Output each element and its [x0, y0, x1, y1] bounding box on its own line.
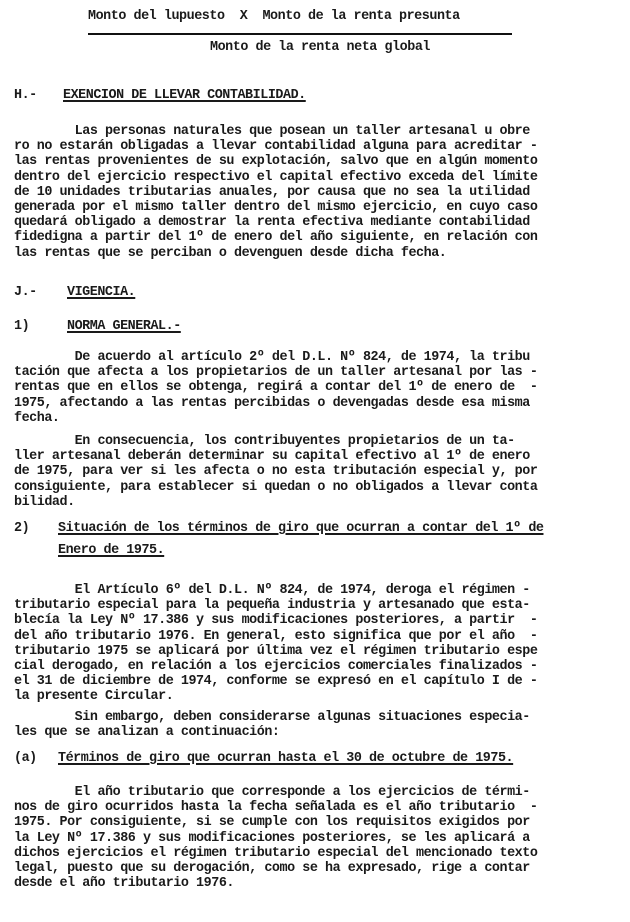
paragraph-line: El año tributario que corresponde a los ejercicios de térmi-: [14, 785, 530, 800]
paragraph-line: cial derogado, en relación a los ejercicios comerciales finalizados -: [14, 659, 538, 674]
paragraph-line: las rentas provenientes de su explotación, salvo que en algún momento: [14, 154, 538, 170]
paragraph-line: generada por el mismo taller dentro del mismo ejercicio, en cuyo caso: [14, 200, 538, 215]
paragraph-line: Las personas naturales que posean un taller artesanal u obre: [14, 124, 530, 139]
paragraph-line: rentas que en ellos se obtenga, regirá a contar del 1º de enero de -: [14, 380, 538, 396]
paragraph-line: las rentas que se perciban o devenguen desde dicha fecha.: [14, 245, 447, 261]
subsection-1-label: 1): [14, 319, 30, 334]
subsection-2-title-line-1: Situación de los términos de giro que ocurran a contar del 1º de: [58, 521, 544, 536]
paragraph-line: el 31 de diciembre de 1974, conforme se expresó en el capítulo I de -: [14, 674, 538, 690]
paragraph-line: fecha.: [14, 410, 60, 426]
paragraph-line: de 1975, para ver si les afecta o no esta tributación especial y, por: [14, 464, 538, 480]
paragraph-line: De acuerdo al artículo 2º del D.L. Nº 824, de 1974, la tribu: [14, 350, 530, 365]
paragraph-line: dichos ejercicios el régimen tributario especial del mencionado texto: [14, 845, 538, 861]
fraction-bar: [88, 33, 512, 35]
paragraph-line: 1975. Por consiguiente, si se cumple con los requisitos exigidos por: [14, 815, 530, 831]
paragraph-line: consiguiente, para establecer si quedan o no obligados a llevar conta: [14, 479, 538, 495]
section-h-title: EXENCION DE LLEVAR CONTABILIDAD.: [63, 88, 306, 103]
paragraph-line: tributario especial para la pequeña industria y artesanado que esta-: [14, 598, 530, 614]
paragraph-line: legal, puesto que su derogación, como se ha expresado, rige a contar: [14, 861, 530, 876]
paragraph-line: la Ley Nº 17.386 y sus modificaciones posteriores, se les aplicará a: [14, 830, 530, 846]
paragraph-line: El Artículo 6º del D.L. Nº 824, de 1974, deroga el régimen -: [14, 583, 530, 598]
subsection-2-title-line-2: Enero de 1975.: [58, 543, 165, 558]
paragraph-line: ro no estarán obligadas a llevar contabilidad alguna para acreditar -: [14, 139, 538, 155]
formula-denominator: Monto de la renta neta global: [210, 40, 430, 55]
paragraph-line: Sin embargo, deben considerarse algunas situaciones especia-: [14, 710, 530, 725]
section-j-label: J.-: [14, 285, 37, 300]
paragraph-line: En consecuencia, los contribuyentes propietarios de un ta-: [14, 434, 515, 449]
subsection-a-title: Términos de giro que ocurran hasta el 30 de octubre de 1975.: [58, 751, 514, 766]
paragraph-line: quedará obligado a demostrar la renta efectiva mediante contabilidad: [14, 215, 530, 231]
paragraph-line: dentro del ejercicio respectivo el capital efectivo exceda del límite: [14, 169, 538, 185]
paragraph-line: la presente Circular.: [14, 689, 174, 705]
paragraph-line: fidedigna a partir del 1º de enero del año siguiente, en relación con: [14, 230, 538, 246]
paragraph-line: bilidad.: [14, 494, 75, 510]
paragraph-line: 1975, afectando a las rentas percibidas o devengadas desde esa misma: [14, 395, 530, 411]
subsection-2-label: 2): [14, 521, 30, 536]
paragraph-line: de 10 unidades tributarias anuales, por causa que no sea la utilidad: [14, 184, 530, 200]
paragraph-line: ller artesanal deberán determinar su capital efectivo al 1º de enero: [14, 449, 530, 465]
paragraph-line: tación que afecta a los propietarios de un taller artesanal por las -: [14, 365, 538, 381]
formula-numerator: Monto del lupuesto X Monto de la renta presunta: [88, 9, 460, 24]
paragraph-line: blecía la Ley Nº 17.386 y sus modificaciones posteriores, a partir -: [14, 613, 538, 629]
paragraph-line: les que se analizan a continuación:: [14, 725, 280, 741]
paragraph-line: nos de giro ocurridos hasta la fecha señalada es el año tributario -: [14, 800, 538, 816]
paragraph-line: desde el año tributario 1976.: [14, 876, 234, 892]
subsection-1-title: NORMA GENERAL.-: [67, 319, 181, 334]
paragraph-line: tributario 1975 se aplicará por última vez el régimen tributario espe: [14, 643, 538, 659]
subsection-a-label: (a): [14, 751, 37, 766]
paragraph-line: del año tributario 1976. En general, esto significa que por el año -: [14, 628, 538, 644]
section-j-title: VIGENCIA.: [67, 285, 136, 300]
section-h-label: H.-: [14, 88, 37, 103]
